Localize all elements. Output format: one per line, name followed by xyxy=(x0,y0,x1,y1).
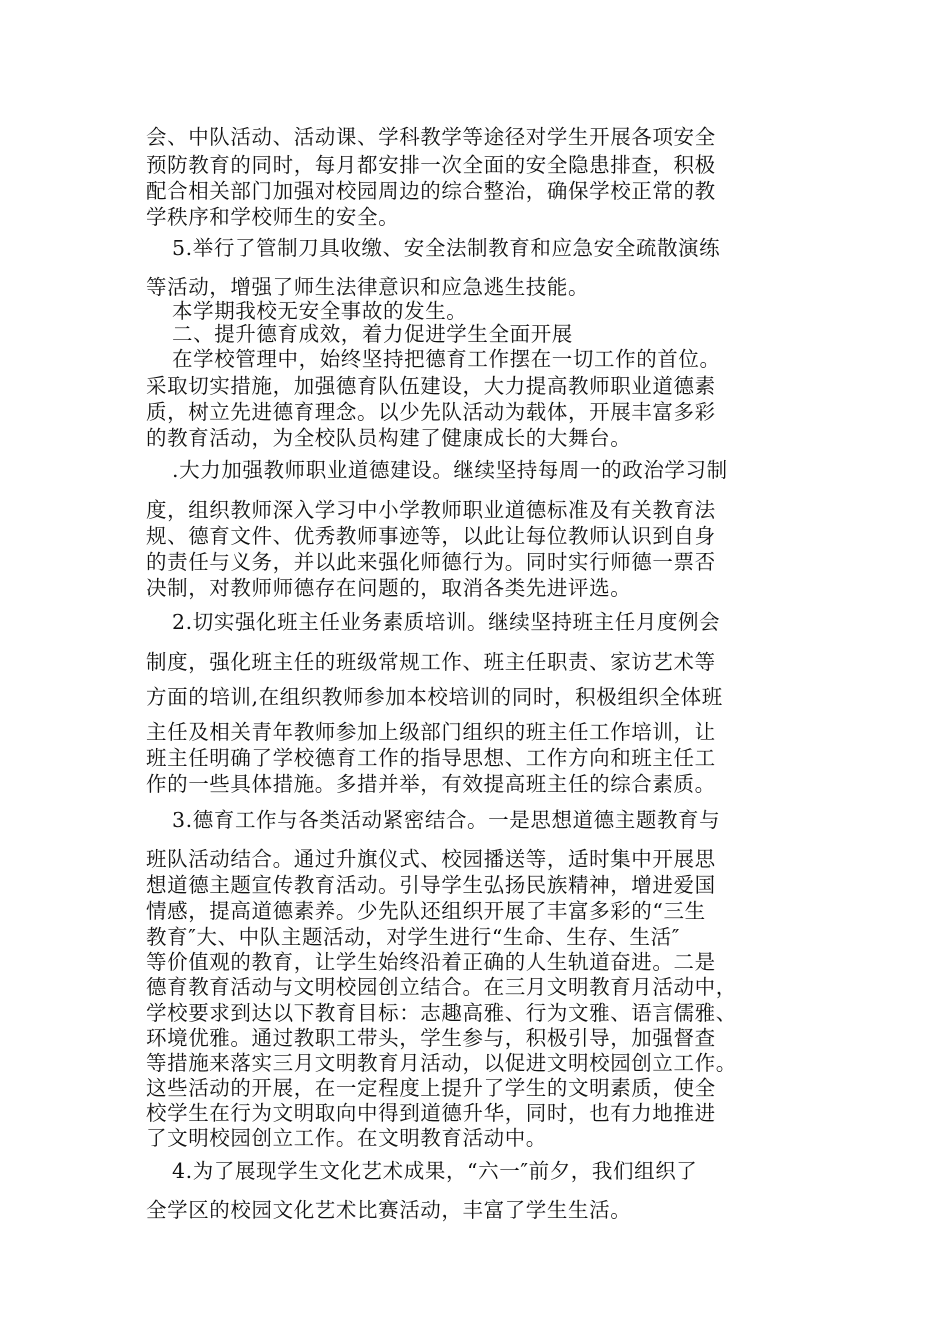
text-line: 情感，提高道德素养。少先队还组织开展了丰富多彩的“三生 xyxy=(146,899,706,923)
text-line: 会、中队活动、活动课、学科教学等途径对学生开展各项安全 xyxy=(146,125,716,149)
text-line: 的责任与义务，并以此来强化师德行为。同时实行师德一票否 xyxy=(146,550,716,574)
text-line: 规、德育文件、优秀教师事迹等，以此让每位教师认识到自身 xyxy=(146,524,716,548)
text-line: 在学校管理中，始终坚持把德育工作摆在一切工作的首位。 xyxy=(172,347,721,371)
text-line: 的教育活动，为全校队员构建了健康成长的大舞台。 xyxy=(146,426,632,450)
text-line: 想道德主题宣传教育活动。引导学生弘扬民族精神，增进爱国 xyxy=(146,873,716,897)
text-line: 制度，强化班主任的班级常规工作、班主任职责、家访艺术等 xyxy=(146,650,716,674)
text-line: .大力加强教师职业道德建设。继续坚持每周一的政治学习制 xyxy=(172,458,728,482)
text-line: 等措施来落实三月文明教育月活动，以促进文明校园创立工作。 xyxy=(146,1051,737,1075)
text-line: 主任及相关青年教师参加上级部门组织的班主任工作培训，让 xyxy=(146,720,716,744)
text-line: 本学期我校无安全事故的发生。 xyxy=(172,299,468,323)
text-line: 5.举行了管制刀具收缴、安全法制教育和应急安全疏散演练 xyxy=(172,236,721,260)
text-line: 全学区的校园文化艺术比赛活动，丰富了学生生活。 xyxy=(146,1198,632,1222)
text-line: 质，树立先进德育理念。以少先队活动为载体，开展丰富多彩 xyxy=(146,400,716,424)
text-line: 决制，对教师师德存在问题的，取消各类先进评选。 xyxy=(146,576,632,600)
text-line: 校学生在行为文明取向中得到道德升华，同时，也有力地推进 xyxy=(146,1101,716,1125)
text-line: 2.切实强化班主任业务素质培训。继续坚持班主任月度例会 xyxy=(172,610,721,634)
text-line: 等活动，增强了师生法律意识和应急逃生技能。 xyxy=(146,275,590,299)
text-line: 班队活动结合。通过升旗仪式、校园播送等，适时集中开展思 xyxy=(146,847,716,871)
text-line: 采取切实措施，加强德育队伍建设，大力提高教师职业道德素 xyxy=(146,374,716,398)
text-line: 等价值观的教育，让学生始终沿着正确的人生轨道奋进。二是 xyxy=(146,950,716,974)
text-line: 环境优雅。通过教职工带头，学生参与，积极引导，加强督查 xyxy=(146,1026,716,1050)
text-line: 了文明校园创立工作。在文明教育活动中。 xyxy=(146,1126,547,1150)
text-line: 这些活动的开展，在一定程度上提升了学生的文明素质，使全 xyxy=(146,1076,716,1100)
text-line: 学秩序和学校师生的安全。 xyxy=(146,205,400,229)
text-line: 3.德育工作与各类活动紧密结合。一是思想道德主题教育与 xyxy=(172,808,721,832)
text-line: 学校要求到达以下教育目标：志趣高雅、行为文雅、语言儒雅、 xyxy=(146,1001,737,1025)
text-line: 4.为了展现学生文化艺术成果，“六一″前夕，我们组织了 xyxy=(172,1159,698,1183)
text-line: 度，组织教师深入学习中小学教师职业道德标准及有关教育法 xyxy=(146,498,716,522)
text-line: 配合相关部门加强对校园周边的综合整治，确保学校正常的教 xyxy=(146,179,716,203)
text-line: 教育″大、中队主题活动，对学生进行“生命、生存、生活″ xyxy=(146,925,680,949)
text-line: 预防教育的同时，每月都安排一次全面的安全隐患排查，积极 xyxy=(146,153,716,177)
text-line: 方面的培训,在组织教师参加本校培训的同时，积极组织全体班 xyxy=(146,685,723,709)
section-heading: 二、提升德育成效，着力促进学生全面开展 xyxy=(172,322,573,346)
text-line: 班主任明确了学校德育工作的指导思想、工作方向和班主任工 xyxy=(146,746,716,770)
text-line: 作的一些具体措施。多措并举，有效提高班主任的综合素质。 xyxy=(146,772,716,796)
text-line: 德育教育活动与文明校园创立结合。在三月文明教育月活动中， xyxy=(146,975,737,999)
